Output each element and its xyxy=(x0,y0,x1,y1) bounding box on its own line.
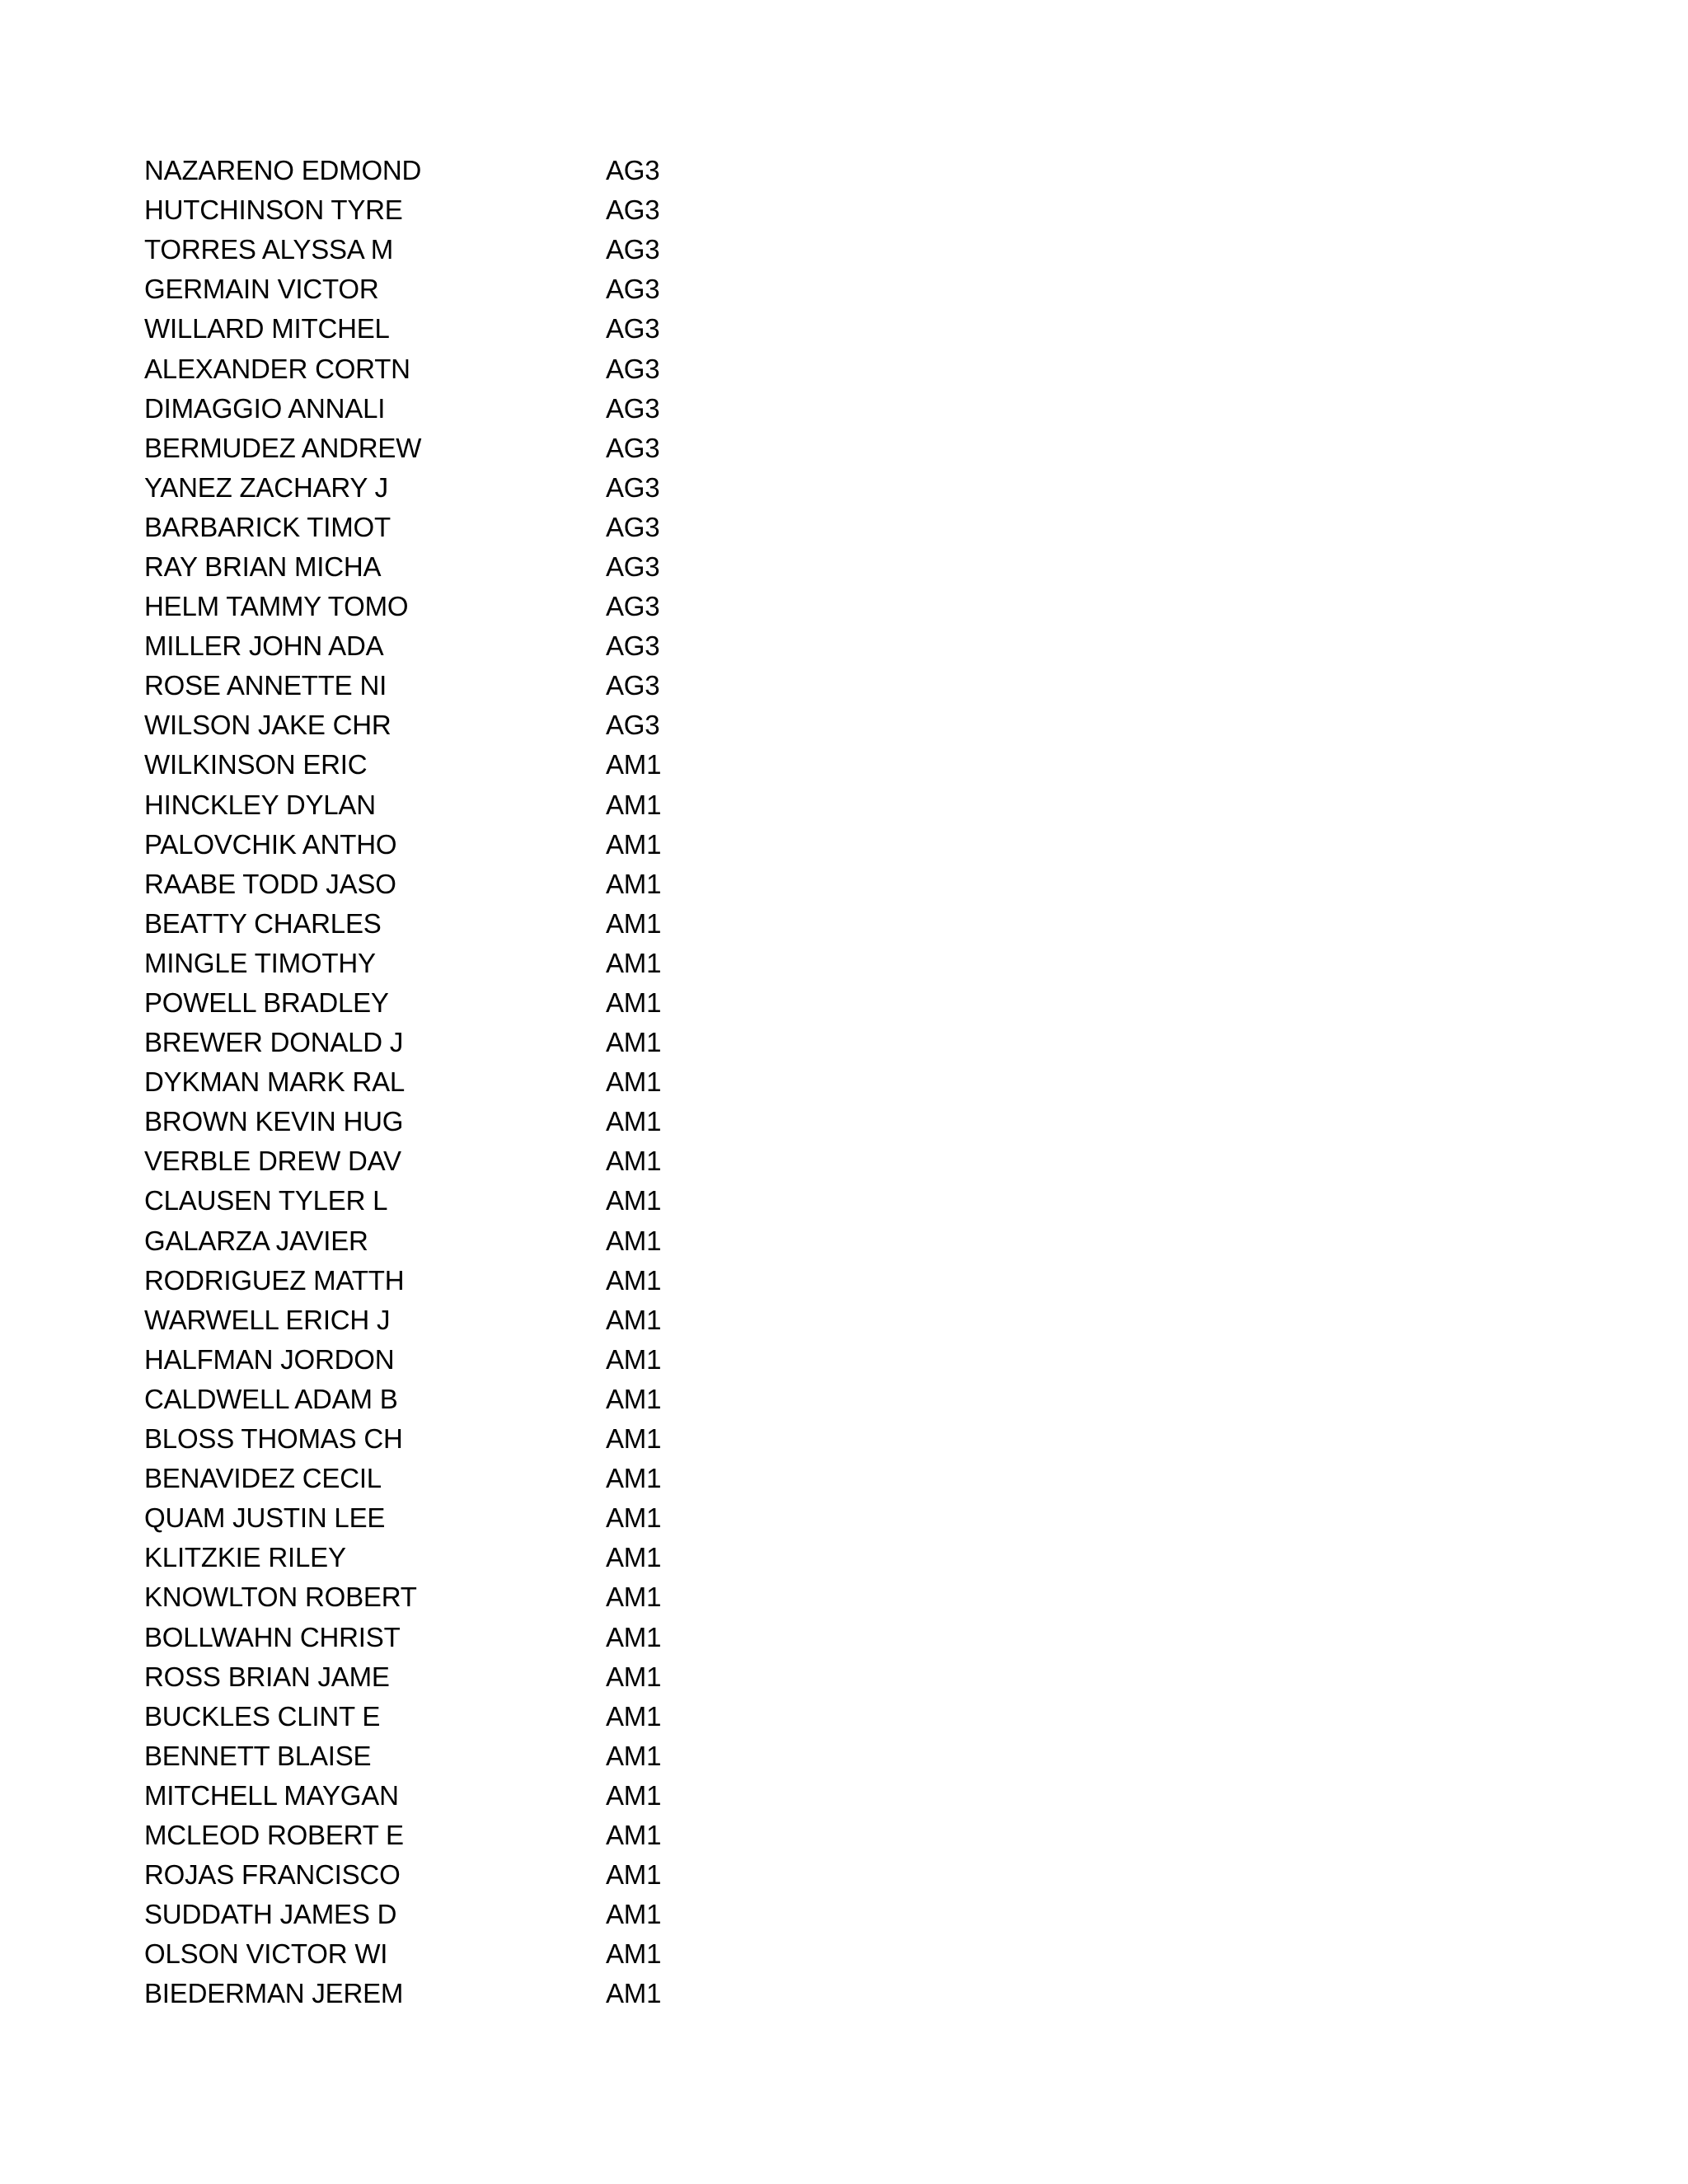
rate-code: AM1 xyxy=(606,1383,662,1414)
roster-row xyxy=(144,626,886,666)
roster-row xyxy=(144,1617,886,1657)
rate-code: AM1 xyxy=(606,1027,662,1058)
rate-code: AM1 xyxy=(606,1621,662,1652)
member-name: ROJAS FRANCISCO xyxy=(144,1859,401,1891)
member-name: RODRIGUEZ MATTH xyxy=(144,1264,405,1296)
roster-row xyxy=(144,1102,886,1141)
member-name: BREWER DONALD J xyxy=(144,1027,404,1058)
roster-row xyxy=(144,547,886,587)
rate-code: AM1 xyxy=(606,1264,662,1296)
rate-code: AG3 xyxy=(606,511,660,542)
roster-row xyxy=(144,587,886,626)
member-name: MCLEOD ROBERT E xyxy=(144,1819,404,1850)
rate-code: AM1 xyxy=(606,1819,662,1850)
rate-code: AG3 xyxy=(606,591,660,622)
roster-row xyxy=(144,1816,886,1855)
roster-row xyxy=(144,1934,886,1974)
rate-code: AM1 xyxy=(606,1304,662,1335)
rate-code: AM1 xyxy=(606,868,662,899)
roster-row xyxy=(144,1736,886,1776)
member-name: DYKMAN MARK RAL xyxy=(144,1066,406,1098)
rate-code: AM1 xyxy=(606,1423,662,1455)
rate-code: AM1 xyxy=(606,1700,662,1732)
member-name: BLOSS THOMAS CH xyxy=(144,1423,403,1455)
roster-row xyxy=(144,745,886,785)
rate-code: AM1 xyxy=(606,987,662,1019)
roster-row xyxy=(144,508,886,547)
roster-row xyxy=(144,1895,886,1934)
rate-code: AM1 xyxy=(606,1779,662,1811)
roster-row xyxy=(144,1380,886,1419)
member-name: BROWN KEVIN HUG xyxy=(144,1106,404,1137)
roster-row xyxy=(144,1697,886,1736)
member-name: BERMUDEZ ANDREW xyxy=(144,432,422,463)
roster-row xyxy=(144,1221,886,1261)
rate-code: AM1 xyxy=(606,1185,662,1216)
member-name: VERBLE DREW DAV xyxy=(144,1146,401,1177)
member-name: BIEDERMAN JEREM xyxy=(144,1978,404,2009)
roster-row xyxy=(144,1498,886,1538)
member-name: HUTCHINSON TYRE xyxy=(144,194,403,226)
member-name: TORRES ALYSSA M xyxy=(144,234,394,265)
roster-row xyxy=(144,865,886,904)
rate-code: AM1 xyxy=(606,1343,662,1375)
rate-code: AG3 xyxy=(606,432,660,463)
rate-code: AM1 xyxy=(606,1106,662,1137)
member-name: BUCKLES CLINT E xyxy=(144,1700,381,1732)
roster-row xyxy=(144,349,886,388)
roster-row xyxy=(144,269,886,309)
roster-row xyxy=(144,1261,886,1301)
roster-row xyxy=(144,1657,886,1697)
roster-row xyxy=(144,1181,886,1221)
roster-row xyxy=(144,1974,886,2013)
roster-row xyxy=(144,1459,886,1498)
rate-code: AG3 xyxy=(606,471,660,503)
roster-row xyxy=(144,389,886,429)
member-name: SUDDATH JAMES D xyxy=(144,1899,397,1930)
rate-code: AM1 xyxy=(606,1661,662,1692)
roster-list xyxy=(144,151,886,2013)
member-name: KLITZKIE RILEY xyxy=(144,1542,346,1573)
roster-row xyxy=(144,1062,886,1102)
rate-code: AG3 xyxy=(606,155,660,186)
roster-row xyxy=(144,1776,886,1816)
rate-code: AM1 xyxy=(606,1740,662,1771)
member-name: MINGLE TIMOTHY xyxy=(144,947,376,978)
member-name: WILKINSON ERIC xyxy=(144,749,368,780)
member-name: NAZARENO EDMOND xyxy=(144,155,422,186)
roster-row xyxy=(144,1419,886,1459)
member-name: BEATTY CHARLES xyxy=(144,907,382,939)
roster-row xyxy=(144,705,886,745)
rate-code: AG3 xyxy=(606,234,660,265)
member-name: WARWELL ERICH J xyxy=(144,1304,391,1335)
member-name: RAABE TODD JASO xyxy=(144,868,396,899)
roster-row xyxy=(144,666,886,705)
roster-row xyxy=(144,309,886,349)
member-name: GALARZA JAVIER xyxy=(144,1225,368,1256)
rate-code: AG3 xyxy=(606,313,660,344)
roster-row xyxy=(144,825,886,865)
member-name: ROSS BRIAN JAME xyxy=(144,1661,390,1692)
roster-row xyxy=(144,468,886,508)
rate-code: AM1 xyxy=(606,1066,662,1098)
roster-row xyxy=(144,1023,886,1062)
roster-row xyxy=(144,151,886,190)
member-name: OLSON VICTOR WI xyxy=(144,1938,388,1970)
member-name: HELM TAMMY TOMO xyxy=(144,591,409,622)
rate-code: AG3 xyxy=(606,392,660,424)
rate-code: AM1 xyxy=(606,789,662,820)
rate-code: AM1 xyxy=(606,1938,662,1970)
rate-code: AM1 xyxy=(606,749,662,780)
member-name: HINCKLEY DYLAN xyxy=(144,789,376,820)
member-name: CALDWELL ADAM B xyxy=(144,1383,398,1414)
rate-code: AM1 xyxy=(606,1899,662,1930)
roster-row xyxy=(144,429,886,468)
roster-row xyxy=(144,1577,886,1617)
member-name: WILLARD MITCHEL xyxy=(144,313,390,344)
roster-row xyxy=(144,785,886,825)
rate-code: AM1 xyxy=(606,1542,662,1573)
roster-row xyxy=(144,904,886,944)
member-name: GERMAIN VICTOR xyxy=(144,274,379,305)
roster-row xyxy=(144,1538,886,1577)
roster-row xyxy=(144,190,886,230)
rate-code: AG3 xyxy=(606,274,660,305)
member-name: POWELL BRADLEY xyxy=(144,987,389,1019)
member-name: MILLER JOHN ADA xyxy=(144,630,384,662)
rate-code: AG3 xyxy=(606,194,660,226)
rate-code: AG3 xyxy=(606,710,660,741)
rate-code: AM1 xyxy=(606,1502,662,1534)
member-name: BENAVIDEZ CECIL xyxy=(144,1463,382,1494)
rate-code: AM1 xyxy=(606,1582,662,1613)
rate-code: AM1 xyxy=(606,1463,662,1494)
member-name: BOLLWAHN CHRIST xyxy=(144,1621,401,1652)
rate-code: AM1 xyxy=(606,828,662,860)
rate-code: AM1 xyxy=(606,1146,662,1177)
roster-row xyxy=(144,1855,886,1895)
member-name: ROSE ANNETTE NI xyxy=(144,670,387,701)
roster-row xyxy=(144,1141,886,1181)
roster-row xyxy=(144,1301,886,1340)
member-name: DIMAGGIO ANNALI xyxy=(144,392,386,424)
rate-code: AG3 xyxy=(606,551,660,582)
member-name: PALOVCHIK ANTHO xyxy=(144,828,397,860)
member-name: YANEZ ZACHARY J xyxy=(144,471,388,503)
member-name: MITCHELL MAYGAN xyxy=(144,1779,399,1811)
rate-code: AG3 xyxy=(606,630,660,662)
member-name: WILSON JAKE CHR xyxy=(144,710,392,741)
rate-code: AM1 xyxy=(606,1978,662,2009)
roster-row xyxy=(144,983,886,1023)
member-name: BENNETT BLAISE xyxy=(144,1740,372,1771)
roster-row xyxy=(144,230,886,269)
member-name: KNOWLTON ROBERT xyxy=(144,1582,417,1613)
roster-row xyxy=(144,1340,886,1380)
rate-code: AG3 xyxy=(606,670,660,701)
member-name: ALEXANDER CORTN xyxy=(144,353,410,384)
rate-code: AM1 xyxy=(606,1225,662,1256)
member-name: CLAUSEN TYLER L xyxy=(144,1185,388,1216)
member-name: QUAM JUSTIN LEE xyxy=(144,1502,386,1534)
roster-row xyxy=(144,944,886,983)
member-name: BARBARICK TIMOT xyxy=(144,511,391,542)
rate-code: AM1 xyxy=(606,947,662,978)
rate-code: AM1 xyxy=(606,1859,662,1891)
rate-code: AG3 xyxy=(606,353,660,384)
member-name: HALFMAN JORDON xyxy=(144,1343,395,1375)
rate-code: AM1 xyxy=(606,907,662,939)
member-name: RAY BRIAN MICHA xyxy=(144,551,382,582)
